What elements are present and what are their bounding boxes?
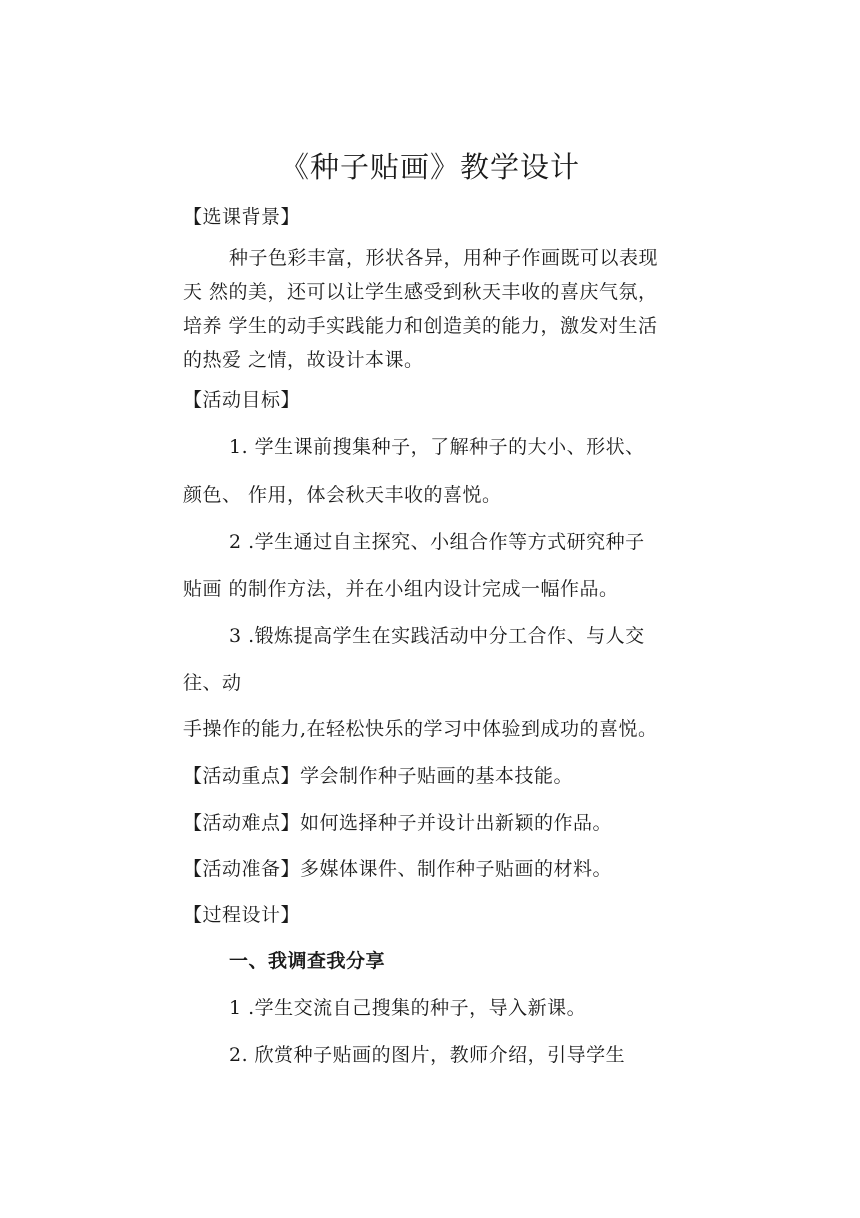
process-step-1: 1 .学生交流自己搜集的种子，导入新课。 xyxy=(229,997,587,1019)
background-heading: 【选课背景】 xyxy=(183,206,301,228)
goal-2-line-1: 2 .学生通过自主探究、小组合作等方式研究种子 xyxy=(229,531,645,553)
section-1-title: 一、我调查我分享 xyxy=(229,950,386,972)
goal-3-line-3: 手操作的能力,在轻松快乐的学习中体验到成功的喜悦。 xyxy=(183,718,658,740)
process-step-2: 2. 欣赏种子贴画的图片，教师介绍，引导学生 xyxy=(229,1044,626,1066)
goal-2-line-2: 贴画 的制作方法，并在小组内设计完成一幅作品。 xyxy=(183,578,619,600)
preparation: 【活动准备】多媒体课件、制作种子贴画的材料。 xyxy=(183,858,613,880)
document-title: 《种子贴画》教学设计 xyxy=(279,150,580,184)
difficulty: 【活动难点】如何选择种子并设计出新颖的作品。 xyxy=(183,812,613,834)
goal-3-line-2: 往、动 xyxy=(183,672,242,694)
goal-1-line-1: 1. 学生课前搜集种子，了解种子的大小、形状、 xyxy=(229,436,645,458)
goal-3-line-1: 3 .锻炼提高学生在实践活动中分工合作、与人交 xyxy=(229,625,645,647)
goal-1-line-2: 颜色、 作用，体会秋天丰收的喜悦。 xyxy=(183,484,502,506)
background-line-1: 种子色彩丰富，形状各异，用种子作画既可以表现 xyxy=(229,247,659,269)
background-line-4: 的热爱 之情，故设计本课。 xyxy=(183,349,424,371)
background-line-2: 天 然的美，还可以让学生感受到秋天丰收的喜庆气氛， xyxy=(183,281,658,303)
background-line-3: 培养 学生的动手实践能力和创造美的能力，激发对生活 xyxy=(183,315,658,337)
goals-heading: 【活动目标】 xyxy=(183,389,301,411)
process-heading: 【过程设计】 xyxy=(183,904,301,926)
key-point: 【活动重点】学会制作种子贴画的基本技能。 xyxy=(183,765,574,787)
